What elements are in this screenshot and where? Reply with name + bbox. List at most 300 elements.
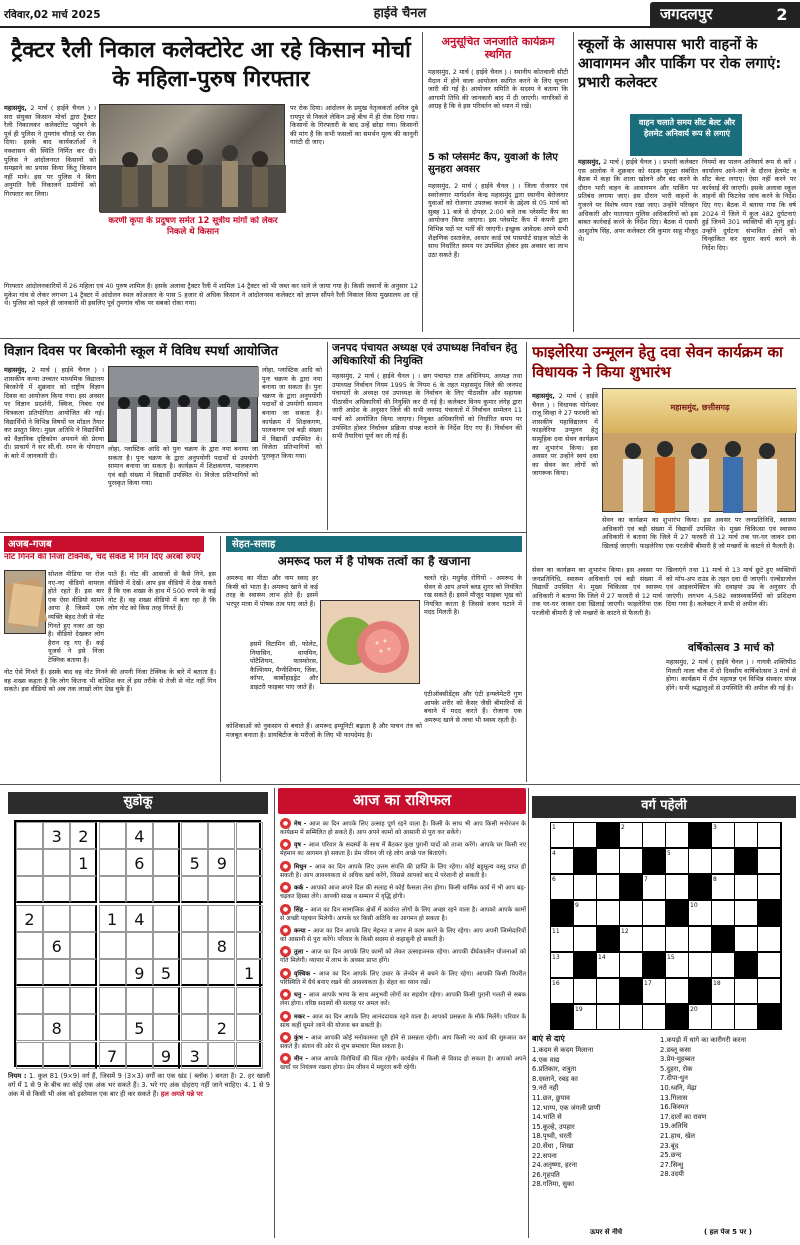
divider <box>528 788 529 1238</box>
guava-fruit-icon <box>321 601 421 685</box>
story1-dateline: महासमुंद, <box>4 104 27 112</box>
crossword-cell[interactable] <box>597 979 619 1003</box>
zodiac-icon: ● <box>280 1053 291 1064</box>
sudoku-cell[interactable] <box>181 905 208 932</box>
crossword-cell[interactable] <box>735 823 757 847</box>
story2-body: महासमुंद, 2 मार्च ( हाईवे चैनल ) । स्थानीय कोतवाली सीटी मैदान में होने वाला आयोजन स्थगित करने के लिए सूचना जारी की गई है। आयोजन समिति के सदस्य ने बताया कि आगामी तिथि की जानकारी बाद में दी जाएगी। नागरिकों से आग्रह है कि वे इस परिवर्तन को ध्यान में रखें। <box>428 68 568 111</box>
sudoku-cell[interactable] <box>208 987 235 1014</box>
story7-headline: नोट गिनने की निंजा टेक्निक, चंद सेकंड में गिन दिए अरबों रुपए <box>4 553 201 562</box>
divider <box>274 788 275 1238</box>
down-clue: 17.दातों का रावण <box>660 1112 707 1121</box>
crossword-block <box>735 849 757 873</box>
crossword-block <box>643 849 665 873</box>
crossword-block <box>597 927 619 951</box>
crossword-block <box>643 953 665 977</box>
story2-subbody: महासमुंद, 2 मार्च ( हाईवे चैनल ) । जिला रोजगार एवं स्वरोजगार मार्गदर्शन केन्द्र महासमुंद द्वारा स्थानीय बेरोजगार युवाओं को रोजगार उपलब्ध कराने के उद्देश्य से 05 मार्च को सुबह 11 बजे से दोपहर 2:00 बजे तक प्लेसमेंट कैंप का आयोजन किया जाएगा। इस प्लेसमेंट कैंप में कंपनी द्वारा विभिन्न पदों पर भर्ती की जाएगी। इच्छुक आवेदक अपने सभी शैक्षणिक दस्तावेज, आधार कार्ड एवं पासपोर्ट साइज फोटो के साथ निर्धारित समय पर उपस्थित होकर इस अवसर का लाभ उठा सकते हैं। <box>428 182 568 259</box>
rashi-item <box>280 1032 526 1051</box>
story8-col3: चलते रहे। मधुमेह रोगियों - अमरूद के सेवन से आप अपने ब्लड शुगर को नियंत्रित रख सकते हैं। इसमें मौजूद फाइबर भूख को नियंत्रित करता है जिससे वजन घटाने में मदद मिलती है। <box>424 574 522 617</box>
sudoku-cell[interactable] <box>181 987 208 1014</box>
crossword-cell[interactable] <box>620 849 642 873</box>
crossword-cell[interactable] <box>689 927 711 951</box>
crossword-block <box>620 875 642 899</box>
crossword-cell[interactable] <box>620 1005 642 1029</box>
story6-col2b: सेवन का कार्यक्रम का शुभारंभ किया। इस अवसर पर जनप्रतिनिधि, स्वास्थ्य अधिकारी एवं बड़ी संख्या में विद्यार्थी उपस्थित थे। मुख्य चिकित्सा एवं स्वास्थ्य अधिकारी ने बताया कि जिले में 27 फरवरी से 12 मार्च तक घर-घर जाकर दवा खिलाई जाएगी। फाइलेरिया एक परजीवी बीमारी है जो मच्छरों के काटने से फैलती है। <box>532 566 662 617</box>
sudoku-cell[interactable] <box>16 822 43 849</box>
rashi-text: आज का दिन आपके लिए उत्साह पूर्ण रहने वाला है। किसी के साथ भी आप किसी मनोरंजन के कार्यक्रम में सम्मिलित हो सकते हैं। आप अपने कामों को आसानी से पूरा कर सकेंगे। <box>280 820 526 836</box>
crossword-cell[interactable] <box>666 875 688 899</box>
crossword-block <box>689 875 711 899</box>
story2-headline: अनुसूचित जनजाति कार्यक्रम स्थगित <box>441 36 555 61</box>
sudoku-cell[interactable] <box>126 932 153 959</box>
story7-tag: अजब-गजब <box>8 539 52 550</box>
down-list <box>660 1036 796 1216</box>
sudoku-cell[interactable] <box>43 876 70 903</box>
sudoku-cell[interactable] <box>43 849 70 876</box>
down-clue: 23.बूंद <box>660 1141 679 1150</box>
across-clue: 28.गतिमा, सुका <box>532 1180 574 1189</box>
story8-list: इसमें विटामिन सी, फोलेट, नियासिन, थायमिन, पोटैशियम, फास्फोरस, कैल्शियम, मैग्नीशियम, जिंक, कॉपर, कार्बोहाइड्रेट और डाइटरी फाइबर पाए जाते हैं। <box>250 640 318 691</box>
sudoku-cell[interactable] <box>16 932 43 959</box>
crossword-block <box>735 953 757 977</box>
story6-photo <box>602 388 796 512</box>
down-clue: 13.गिलास <box>660 1093 688 1102</box>
crossword-block <box>689 823 711 847</box>
down-title: ऊपर से नीचे <box>590 1228 623 1236</box>
story3-col1 <box>578 158 698 334</box>
sudoku-cell[interactable] <box>99 822 126 849</box>
rashi-text: आज आपके भाग्य के साथ अनुभवी लोगों का सहयोग रहेगा। आपकी किसी पुरानी गलती से सबक लेना होगा। वरिष्ठ सदस्यों की सलाह पर अमल करें। <box>280 991 526 1008</box>
crowd-photo-icon <box>100 105 286 213</box>
sudoku-cell[interactable]: 4 <box>126 905 153 932</box>
crossword-solution-note: ( हल पेज 5 पर ) <box>704 1228 752 1236</box>
sudoku-cell[interactable] <box>208 905 235 932</box>
zodiac-icon: ● <box>280 861 291 872</box>
sudoku-cell[interactable] <box>153 932 180 959</box>
crossword-cell[interactable] <box>574 875 596 899</box>
down-clue: 2.डब्लू कसा <box>660 1045 691 1054</box>
crossword-cell[interactable] <box>597 875 619 899</box>
crossword-cell[interactable] <box>574 979 596 1003</box>
rashi-item <box>280 1053 526 1072</box>
crossword-cell[interactable] <box>643 901 665 925</box>
rashi-item <box>280 989 526 1008</box>
crossword-cell[interactable] <box>712 849 734 873</box>
story2-subhead: 5 को प्लेसमेंट कैंप, युवाओं के लिए सुनहरा अवसर <box>428 152 558 175</box>
divider <box>526 342 527 782</box>
rashi-text: आज परिवार के सदस्यों के साथ में बैठकर कुछ पुरानी यादों को ताजा करेंगे। आपके घर किसी नए मेहमान का आगमन हो सकता है। प्रेम जीवन जी रहे लोग अच्छे पल बिताएंगे। <box>280 841 526 858</box>
sudoku-cell[interactable] <box>70 1014 97 1041</box>
sudoku-cell[interactable] <box>70 905 97 932</box>
across-clue: 12.भाग्य, एक जंगली प्राणी <box>532 1103 601 1112</box>
down-clue: 10.ध्वनि, मेढ़ा <box>660 1083 697 1092</box>
students-photo-icon <box>109 367 259 443</box>
crossword-block <box>620 979 642 1003</box>
across-clue: 4.एक वाद्य <box>532 1055 560 1064</box>
crossword-cell[interactable] <box>597 1005 619 1029</box>
sudoku-cell[interactable] <box>126 1042 153 1069</box>
rashi-text: आज आपकी कोई मनोकामना पूरी होने से प्रसन्नता रहेगी। आप किसी नए कार्य की शुरुआत कर सकते हैं। संतान की ओर से शुभ समाचार मिल सकता है। <box>280 1034 526 1051</box>
story4-col1-text: 2 मार्च ( हाईवे चैनल ) । शासकीय कन्या उच्चतर माध्यमिक विद्यालय बिरकोनी में शुक्रवार को राष्ट्रीय विज्ञान दिवस का आयोजन किया गया। इस अवसर पर विज्ञान प्रदर्शनी, क्विज, निबंध एवं चित्रकला प्रतियोगिता आयोजित की गई। विद्यार्थियों ने विभिन्न विषयों पर मॉडल तैयार कर प्रस्तुत किए। मुख्य अतिथि ने विद्यार्थियों को वैज्ञानिक दृष्टिकोण अपनाने की प्रेरणा दी। प्राचार्य ने सर सी.वी. रमन के योगदान के बारे में जानकारी दी। <box>4 366 104 460</box>
divider <box>0 532 526 533</box>
divider <box>573 32 574 332</box>
across-clue: 15.कूल्हे, उपहार <box>532 1122 575 1131</box>
crossword-cell[interactable] <box>574 927 596 951</box>
zodiac-icon: ● <box>280 925 291 936</box>
crossword-cell[interactable] <box>735 1005 757 1029</box>
sudoku-cell[interactable]: 2 <box>16 905 43 932</box>
divider <box>327 342 328 530</box>
story6-subbody: महासमुंद, 2 मार्च ( हाईवे चैनल ) । गायत्री शक्तिपीठ मिलती नाला चौक में दो दिवसीय वार्षिकोत्सव 3 मार्च से होगा। कार्यक्रम में दीप महायज्ञ एवं विभिन्न संस्कार संपन्न होंगे। सभी श्रद्धालुओं से उपस्थिति की अपील की गई है। <box>666 658 796 692</box>
officials-photo-icon <box>603 389 797 513</box>
crossword-cell[interactable]: 2 <box>620 823 642 847</box>
story3-col2: नियमों का पालन अनिवार्य रूप से करें । कार्यालय आने-जाने के दौरान हेलमेट व सीट बेल्ट लगाए। ऐसा नहीं करने पर कार्रवाई की जाएगी। इसके अलावा स्कूल वाहनों की फिटनेस जांच करने के निर्देश दिए गए। बैठक में बताया गया कि वर्ष 2024 में जिले में कुल 482 दुर्घटनाएं हुई जिनमें 301 व्यक्तियों की मृत्यु हुई। उन्होंने दुर्घटना संभावित क्षेत्रों को चिन्हांकित कर सुधार कार्य करने के निर्देश दिए। <box>702 158 796 252</box>
crossword-block <box>597 823 619 847</box>
sudoku-cell[interactable]: 5 <box>181 849 208 876</box>
across-list <box>532 1046 656 1240</box>
story6-body: सेवन का कार्यक्रम का शुभारंभ किया। इस अवसर पर जनप्रतिनिधि, स्वास्थ्य अधिकारी एवं बड़ी संख्या में विद्यार्थी उपस्थित थे। मुख्य चिकित्सा एवं स्वास्थ्य अधिकारी ने बताया कि जिले में 27 फरवरी से 12 मार्च तक घर-घर जाकर दवा खिलाई जाएगी। फाइलेरिया एक परजीवी बीमारी है जो मच्छरों के काटने से फैलती है। <box>602 516 796 550</box>
sudoku-answer-note: हल अगले पन्ने पर <box>160 1090 203 1098</box>
sudoku-cell[interactable] <box>16 1014 43 1041</box>
zodiac-icon: ● <box>280 882 291 893</box>
story1-headline: ट्रैक्टर रैली निकाल कलेक्टोरेट आ रहे किसान मोर्चा के महिला-पुरुष गिरफ्तार <box>11 38 411 92</box>
story6-col3: खिलाएंगे तथा 11 मार्च से 13 मार्च छूटे हुए व्यक्तियों को मॉप-अप राउंड के तहत दवा दी जाएगी। एल्बेंडाजोल एवं आइवरमेक्टिन की दवाइयां उम्र के अनुसार दी जाएंगी। लगभग 4,582 स्वास्थ्यकर्मियों को प्रशिक्षण दिया गया है। कलेक्टर ने सभी से अपील की। <box>666 566 796 609</box>
crossword-cell[interactable] <box>712 901 734 925</box>
story4-dateline: महासमुंद, <box>4 366 27 374</box>
crossword-cell[interactable]: 20 <box>689 1005 711 1029</box>
story6-headline: फाइलेरिया उन्मूलन हेतु दवा सेवन कार्यक्रम का विधायक ने किया शुभारंभ <box>532 343 783 381</box>
story1-fulltext: गिरफ्तार आंदोलनकारियों में 26 महिला एवं 40 पुरुष शामिल है। इसके अलावा ट्रैक्टर रैली में शामिल 14 ट्रैक्टर को भी जब्त कर थाने ले जाया गया है। किसी जवानों के अनुसार 12 मुकेश गांव से लेकर लगभग 14 ट्रैक्टर में आंदोलन स्थल कोअजार के पास 5 हजार से अधिक किसान ने आंदोलनस्थ कलेक्टर को ज्ञापन सौंपने रैली निकाल किया मुख्यालय आ रहे थे। पुलिस को पहले ही जानकारी थी इसलिए पूर्व तुमगांव चौक पर सबको रोका गया। <box>4 282 418 308</box>
divider <box>422 32 423 332</box>
down-clue: 25.छन्द <box>660 1151 682 1160</box>
sudoku-cell[interactable]: 1 <box>70 849 97 876</box>
sudoku-cell[interactable]: 2 <box>70 822 97 849</box>
crossword-block <box>574 849 596 873</box>
story8-headline: अमरूद फल में है पोषक तत्वों का है खजाना <box>277 555 471 568</box>
across-clue: 18.पृथ्वी, धरती <box>532 1132 572 1141</box>
across-clue: 26.गृहपति <box>532 1170 560 1179</box>
sudoku-cell[interactable] <box>181 876 208 903</box>
sudoku-cell[interactable] <box>16 959 43 986</box>
sudoku-cell[interactable] <box>99 932 126 959</box>
rashi-name: मेष - <box>294 820 310 828</box>
rashi-name: धनु - <box>294 991 309 999</box>
story3-headline: स्कूलों के आसपास भारी वाहनों के आवागमन और पार्किंग पर रोक लगाएं: प्रभारी कलेक्टर <box>578 37 782 91</box>
crossword-cell[interactable] <box>643 823 665 847</box>
sudoku-cell[interactable]: 6 <box>126 849 153 876</box>
crossword-cell[interactable]: 15 <box>666 953 688 977</box>
crossword-block <box>758 1005 780 1029</box>
sudoku-cell[interactable]: 3 <box>43 822 70 849</box>
divider <box>0 784 800 785</box>
rashi-item <box>280 839 526 858</box>
sudoku-cell[interactable]: 7 <box>99 1042 126 1069</box>
crossword-block <box>551 901 573 925</box>
sudoku-cell[interactable] <box>99 959 126 986</box>
crossword-cell[interactable] <box>758 953 780 977</box>
sudoku-cell[interactable] <box>208 876 235 903</box>
across-clue: 14.भांति से <box>532 1113 562 1122</box>
story1-col1 <box>4 104 96 279</box>
rashi-list <box>280 818 526 1238</box>
down-clue: 1.कपड़ो में धागे का कारीगरी करना <box>660 1036 746 1044</box>
crossword-block <box>666 1005 688 1029</box>
story6-subhead: वर्षिकोत्सव 3 मार्च को <box>687 642 775 654</box>
rashi-title: आज का राशिफल <box>352 791 452 809</box>
crossword-block <box>551 1005 573 1029</box>
crossword-cell[interactable] <box>574 823 596 847</box>
down-clue: 19.अतिथि <box>660 1122 688 1131</box>
sudoku-cell[interactable] <box>16 1042 43 1069</box>
story4-photo <box>108 366 258 442</box>
across-clue: 9.नरो नहीं <box>532 1084 559 1093</box>
sudoku-cell[interactable] <box>236 1042 263 1069</box>
crossword-cell[interactable] <box>735 927 757 951</box>
story3-dateline: महासमुंद, <box>578 158 601 166</box>
crossword-cell[interactable]: 16 <box>551 979 573 1003</box>
down-clue: 27.सिन्धु <box>660 1160 684 1169</box>
crossword-cell[interactable]: 12 <box>620 927 642 951</box>
story5-headline: जनपद पंचायत अध्यक्ष एवं उपाध्यक्ष निर्वाचन हेतु अधिकारियों की नियुक्ति <box>332 342 517 367</box>
divider <box>0 338 800 339</box>
crossword-cell[interactable] <box>620 953 642 977</box>
sudoku-cell[interactable]: 8 <box>208 932 235 959</box>
sudoku-cell[interactable] <box>70 959 97 986</box>
sudoku-cell[interactable] <box>153 905 180 932</box>
sudoku-cell[interactable] <box>236 932 263 959</box>
crossword-cell[interactable] <box>735 901 757 925</box>
sudoku-cell[interactable] <box>208 959 235 986</box>
sudoku-cell[interactable]: 8 <box>43 1014 70 1041</box>
divider <box>220 536 221 782</box>
crossword-cell[interactable] <box>758 979 780 1003</box>
sudoku-rules <box>8 1072 270 1122</box>
sudoku-cell[interactable] <box>236 987 263 1014</box>
rashi-text: आज का दिन आपके लिए उत्तम संपत्ति की प्राप्ति के लिए रहेगा। कोई बहुमूल्य वस्तु प्राप्त हो सकती है। आप आवश्यकता से अधिक खर्च करेंगे, जिससे आपको बाद में परेशानी हो सकती है। <box>280 863 526 879</box>
across-clue: 8.दस्ताने, रबड़ का <box>532 1074 578 1083</box>
crossword-cell[interactable]: 9 <box>574 901 596 925</box>
crossword-cell[interactable] <box>689 849 711 873</box>
crossword-block <box>574 953 596 977</box>
rashi-name: तुला - <box>294 948 311 956</box>
crossword-cell[interactable]: 13 <box>551 953 573 977</box>
rashi-text: आज का दिन सामाजिक क्षेत्रों में कार्यरत लोगों के लिए अच्छा रहने वाला है। आपको आपके कामों से अच्छी पहचान मिलेगी। आपके घर किसी अतिथि का आगमन हो सकता है। <box>280 906 526 922</box>
crossword-cell[interactable] <box>689 953 711 977</box>
sudoku-grid <box>14 820 261 1067</box>
sudoku-rules-text: 1. कुल 81 (9×9) वर्ग हैं, जिसमें 9 (3×3) वर्गों का एक खंड ( ब्लॉक ) बनता है। 2. हर खाली वर्ग में 1 से 9 के बीच का कोई एक अंक भर सकते हैं। 3. भरे गए अंक दोहराए नहीं जाने चाहिए। 4. 1 से 9 अंक में से किसी भी अंक को इस्तेमाल एक बार ही कर सकते हैं। <box>8 1072 270 1098</box>
sudoku-cell[interactable] <box>126 987 153 1014</box>
down-clue: 5.दुहरा, रोक <box>660 1064 693 1073</box>
rashi-item <box>280 818 526 837</box>
sudoku-cell[interactable]: 2 <box>208 1014 235 1041</box>
crossword-cell[interactable]: 18 <box>712 979 734 1003</box>
sudoku-cell[interactable] <box>181 1014 208 1041</box>
across-clue: 1.कदम से कदम मिलाना <box>532 1046 594 1054</box>
sudoku-cell[interactable] <box>208 1042 235 1069</box>
sudoku-cell[interactable]: 9 <box>126 959 153 986</box>
down-clue: 21.हाथ, खेल <box>660 1131 696 1140</box>
story4-col3: लोहा, प्लास्टिक आदि को पुनः चक्रण के द्वारा नया बनाया जा सकता है। पुनः चक्रण के द्वारा अनुपयोगी पदार्थों से उपयोगी सामान बनाया जा सकता है। कार्यक्रम में शिक्षकगण, पालकगण एवं बड़ी संख्या में विद्यार्थी उपस्थित थे। विजेता प्रतिभागियों को पुरस्कृत किया गया। <box>108 445 258 488</box>
crossword-cell[interactable] <box>712 953 734 977</box>
crossword-cell[interactable]: 19 <box>574 1005 596 1029</box>
crossword-cell[interactable] <box>597 901 619 925</box>
rashi-text: आज का दिन आपके लिए उधार के लेनदेन से बचने के लिए रहेगा। आपकी किसी विपरीत परिस्थिति में धैर्य बनाए रखने की आवश्यकता है। सेहत का ध्यान रखें। <box>280 970 526 986</box>
sudoku-cell[interactable] <box>16 849 43 876</box>
crossword-block <box>758 901 780 925</box>
sudoku-cell[interactable] <box>236 905 263 932</box>
crossword-cell[interactable]: 7 <box>643 875 665 899</box>
rashi-name: सिंह - <box>294 906 311 914</box>
sudoku-cell[interactable] <box>99 987 126 1014</box>
crossword-cell[interactable]: 5 <box>666 849 688 873</box>
rashi-item <box>280 1011 526 1030</box>
crossword-cell[interactable] <box>643 927 665 951</box>
crossword-cell[interactable] <box>597 849 619 873</box>
rashi-item <box>280 904 526 923</box>
edition-city: जगदलपुर <box>660 5 713 23</box>
story7-col2: पाते हैं। नोट की आवाजों से कैसे गिने, इस वीडियो में देखें। आप इस वीडियो में देख सकते हैं कि एक शख्स के हाथ में 500 रुपये के कई नोट हैं। वह शख्स वीडियो में बता रहा है कि लोग नोट को किस तरह गिनते हैं। <box>108 570 216 613</box>
across-title: बाएं से दाएं <box>532 1034 565 1043</box>
story8-tag: सेहत-सलाह <box>232 539 276 550</box>
rashi-text: आज का दिन आपके लिए मेहनत व लगन से काम करने के लिए रहेगा। आप अपनी जिम्मेदारियों को आसानी से पूरा करेंगे। परिवार के किसी सदस्य से कहासुनी हो सकती है। <box>280 927 526 944</box>
story3-callout: वाहन चलाते समय सीट बेल्ट और हेलमेट अनिवार्य रूप से लगाएं <box>638 118 736 138</box>
crossword-cell[interactable] <box>758 927 780 951</box>
story6-dateline: महासमुंद, <box>532 392 555 400</box>
rashi-item <box>280 925 526 944</box>
sudoku-cell[interactable] <box>70 932 97 959</box>
story1-col2: पर रोक दिया। आंदोलन के प्रमुख नेतृत्वकर्ता अनिल दुबे रायपुर से निकले लेकिन उन्हें बीच में ही रोक दिया गया। किसानों के गिरफ्तारी के बाद उन्हें छोड़ा गया। किसानों की मांग है कि सभी फसलों का समर्थन मूल्य की कानूनी गारंटी दी जाए। <box>290 104 418 147</box>
rashi-name: वृश्चिक - <box>294 970 319 978</box>
crossword-cell[interactable]: 8 <box>712 875 734 899</box>
rashi-text: आज का दिन आपके लिए कामों को लेकर उत्साहजनक रहेगा। आपकी दीर्घकालीन योजनाओं को गति मिलेगी। व्यापार में लाभ के अवसर प्राप्त होंगे। <box>280 948 526 965</box>
crossword-cell[interactable] <box>758 849 780 873</box>
sudoku-cell[interactable] <box>181 822 208 849</box>
crossword-cell[interactable] <box>620 901 642 925</box>
sudoku-cell[interactable] <box>236 1014 263 1041</box>
crossword-cell[interactable] <box>735 979 757 1003</box>
sudoku-cell[interactable]: 1 <box>236 959 263 986</box>
across-clue: 11.छत, छुपाव <box>532 1093 570 1102</box>
crossword-block <box>689 979 711 1003</box>
sudoku-cell[interactable] <box>99 876 126 903</box>
sudoku-cell[interactable] <box>43 1042 70 1069</box>
rashi-name: कुंभ - <box>294 1034 311 1042</box>
sudoku-cell[interactable]: 5 <box>126 1014 153 1041</box>
crossword-cell[interactable]: 1 <box>551 823 573 847</box>
sudoku-cell[interactable] <box>99 1014 126 1041</box>
across-clue: 20.सेंधा , शिखा <box>532 1141 574 1150</box>
sudoku-cell[interactable] <box>208 822 235 849</box>
story5-body: महासमुंद, 2 मार्च ( हाईवे चैनल ) । छग पंचायत राज अधिनियम, अध्यक्ष तथा उपाध्यक्ष निर्वाचन नियम 1995 के नियम 6 के तहत महासमुंद जिले की जनपद पंचायतों के अध्यक्ष एवं उपाध्यक्ष के निर्वाचन के लिए पीठासीन और सहायक पीठासीन अधिकारियों की नियुक्ति कर दी गई है। कलेक्टर विनय कुमार लंगेह द्वारा जारी आदेश के अनुसार जिले की सभी जनपद पंचायतों में निर्वाचन सम्मेलन 11 मार्च को आयोजित किया जाएगा। नियुक्त अधिकारियों को निर्धारित समय पर उपस्थित होकर निर्वाचन प्रक्रिया संपन्न कराने के निर्देश दिए गए हैं। निर्वाचन की सभी तैयारियां पूर्ण कर ली गई हैं। <box>332 372 522 441</box>
sudoku-rules-label: नियम : <box>8 1072 27 1080</box>
across-clue: 24.अतृष्णा, हरना <box>532 1161 577 1170</box>
down-clue: 7.दीपा-धुन <box>660 1074 688 1083</box>
sudoku-cell[interactable] <box>153 1014 180 1041</box>
rashi-name: वृष - <box>294 841 309 849</box>
rashi-name: कन्या - <box>294 927 314 935</box>
sudoku-cell[interactable] <box>99 849 126 876</box>
sudoku-cell[interactable] <box>16 876 43 903</box>
sudoku-cell[interactable]: 4 <box>126 822 153 849</box>
crossword-cell[interactable] <box>666 823 688 847</box>
crossword-cell[interactable] <box>666 979 688 1003</box>
sudoku-cell[interactable]: 9 <box>153 1042 180 1069</box>
sudoku-cell[interactable] <box>153 876 180 903</box>
rashi-text: आज आपके विरोधियों की चिंता रहेगी। कार्यक्षेत्र में किसी से विवाद हो सकता है। आपको अपने खर्चों पर नियंत्रण रखना होगा। प्रेम जीवन में मधुरता बनी रहेगी। <box>280 1055 526 1072</box>
currency-notes-icon <box>5 571 47 635</box>
down-clue: 16.किस्मत <box>660 1103 689 1112</box>
sudoku-cell[interactable] <box>43 959 70 986</box>
zodiac-icon: ● <box>280 968 291 979</box>
sudoku-cell[interactable] <box>236 876 263 903</box>
story8-photo <box>320 600 420 684</box>
crossword-cell[interactable]: 17 <box>643 979 665 1003</box>
rashi-item <box>280 882 526 901</box>
crossword-cell[interactable] <box>758 823 780 847</box>
story7-col1: सोशल मीडिया पर रोज नए-नए वीडियो वायरल होते रहते हैं। इस बार एक ऐसा वीडियो सामने आया है जिसमें एक व्यक्ति बेहद तेजी से नोट गिनते हुए नजर आ रहा है। वीडियो देखकर लोग हैरान रह गए हैं। कई यूजर्स ने इसे निंजा टेक्निक बताया है। <box>48 570 104 664</box>
crossword-cell[interactable] <box>712 1005 734 1029</box>
crossword-cell[interactable]: 6 <box>551 875 573 899</box>
sudoku-cell[interactable] <box>236 822 263 849</box>
down-clue: 3.प्रेम-मुहब्बत <box>660 1055 695 1064</box>
rashi-name: मकर - <box>294 1013 313 1021</box>
rashi-name: कर्क - <box>294 884 311 892</box>
sudoku-cell[interactable] <box>153 849 180 876</box>
crossword-cell[interactable] <box>643 1005 665 1029</box>
sudoku-cell[interactable]: 9 <box>208 849 235 876</box>
sudoku-cell[interactable]: 6 <box>43 932 70 959</box>
sudoku-cell[interactable] <box>181 959 208 986</box>
story8-col1: अमरूद का मीठा और नाम स्वाद हर किसी को भाता है। अमरूद खाने से कई तरह के स्वास्थ्य लाभ होते हैं। इसमें भरपूर मात्रा में पोषक तत्व पाए जाते हैं। <box>226 574 318 608</box>
sudoku-title: सुडोकू <box>123 794 153 809</box>
crossword-cell[interactable]: 11 <box>551 927 573 951</box>
crossword-cell[interactable] <box>758 875 780 899</box>
crossword-cell[interactable]: 10 <box>689 901 711 925</box>
story3-col1-text: 2 मार्च ( हाईवे चैनल ) । प्रभारी कलेक्टर एस आलोक ने शुक्रवार को सड़क सुरक्षा संबंधित बैठक में कहा कि शाला खोलने और बंद करने के दौरान भारी वाहन के आवागमन और पार्किंग पर प्रतिबंध लगाया जाए। इस दौरान भारी वाहनों के गुजरने पर विशेष ध्यान रखा जाए। उन्होंने परिवहन अधिकारी और यातायात पुलिस अधिकारियों को इस बाबत कार्रवाई करने के निर्देश दिए। बैठक में एसपी आशुतोष सिंह, अपर कलेक्टर रवि कुमार साहू मौजूद थे। <box>578 158 698 244</box>
sudoku-cell[interactable] <box>70 1042 97 1069</box>
crossword-cell[interactable]: 3 <box>712 823 734 847</box>
story7-photo <box>4 570 46 634</box>
crossword-cell[interactable]: 4 <box>551 849 573 873</box>
rashi-item <box>280 861 526 880</box>
sudoku-cell[interactable]: 5 <box>153 959 180 986</box>
sudoku-cell[interactable] <box>153 987 180 1014</box>
zodiac-icon: ● <box>280 946 291 957</box>
sudoku-cell[interactable] <box>126 876 153 903</box>
issue-date: रविवार,02 मार्च 2025 <box>4 9 101 21</box>
zodiac-icon: ● <box>280 904 291 915</box>
sudoku-cell[interactable] <box>43 905 70 932</box>
sudoku-cell[interactable]: 3 <box>181 1042 208 1069</box>
sudoku-cell[interactable] <box>43 987 70 1014</box>
crossword-cell[interactable] <box>735 875 757 899</box>
sudoku-cell[interactable] <box>153 822 180 849</box>
crossword-cell[interactable]: 14 <box>597 953 619 977</box>
rashi-name: मीन - <box>294 1055 311 1063</box>
sudoku-cell[interactable] <box>70 876 97 903</box>
story6-banner-text: महासमुंद, छत्तीसगढ़ <box>670 403 730 412</box>
rashi-text: आपको आज अपने दिल की सलाह से कोई फैसला लेना होगा। किसी धार्मिक कार्य में भी आप बढ़-चढ़कर हिस्सा लेंगे। आपकी साख व सम्मान में वृद्धि होगी। <box>280 884 526 901</box>
sudoku-cell[interactable] <box>70 987 97 1014</box>
story6-col1 <box>532 392 598 567</box>
sudoku-cell[interactable] <box>236 849 263 876</box>
sudoku-cell[interactable]: 1 <box>99 905 126 932</box>
sudoku-cell[interactable] <box>16 987 43 1014</box>
crossword-block <box>666 901 688 925</box>
rashi-text: आज का दिन आपके लिए आनंददायक रहने वाला है। आपको प्रसन्नता के मौके मिलेंगे। परिवार के साथ कहीं घूमने जाने की योजना बन सकती है। <box>280 1013 526 1029</box>
story4-col2: लोहा, प्लास्टिक आदि को पुनः चक्रण के द्वारा नया बनाया जा सकता है। पुनः चक्रण के द्वारा अनुपयोगी पदार्थों से उपयोगी सामान बनाया जा सकता है। कार्यक्रम में शिक्षकगण, पालकगण एवं बड़ी संख्या में विद्यार्थी उपस्थित थे। विजेता प्रतिभागियों को पुरस्कृत किया गया। <box>262 366 322 460</box>
sudoku-cell[interactable] <box>181 932 208 959</box>
crossword-cell[interactable] <box>666 927 688 951</box>
